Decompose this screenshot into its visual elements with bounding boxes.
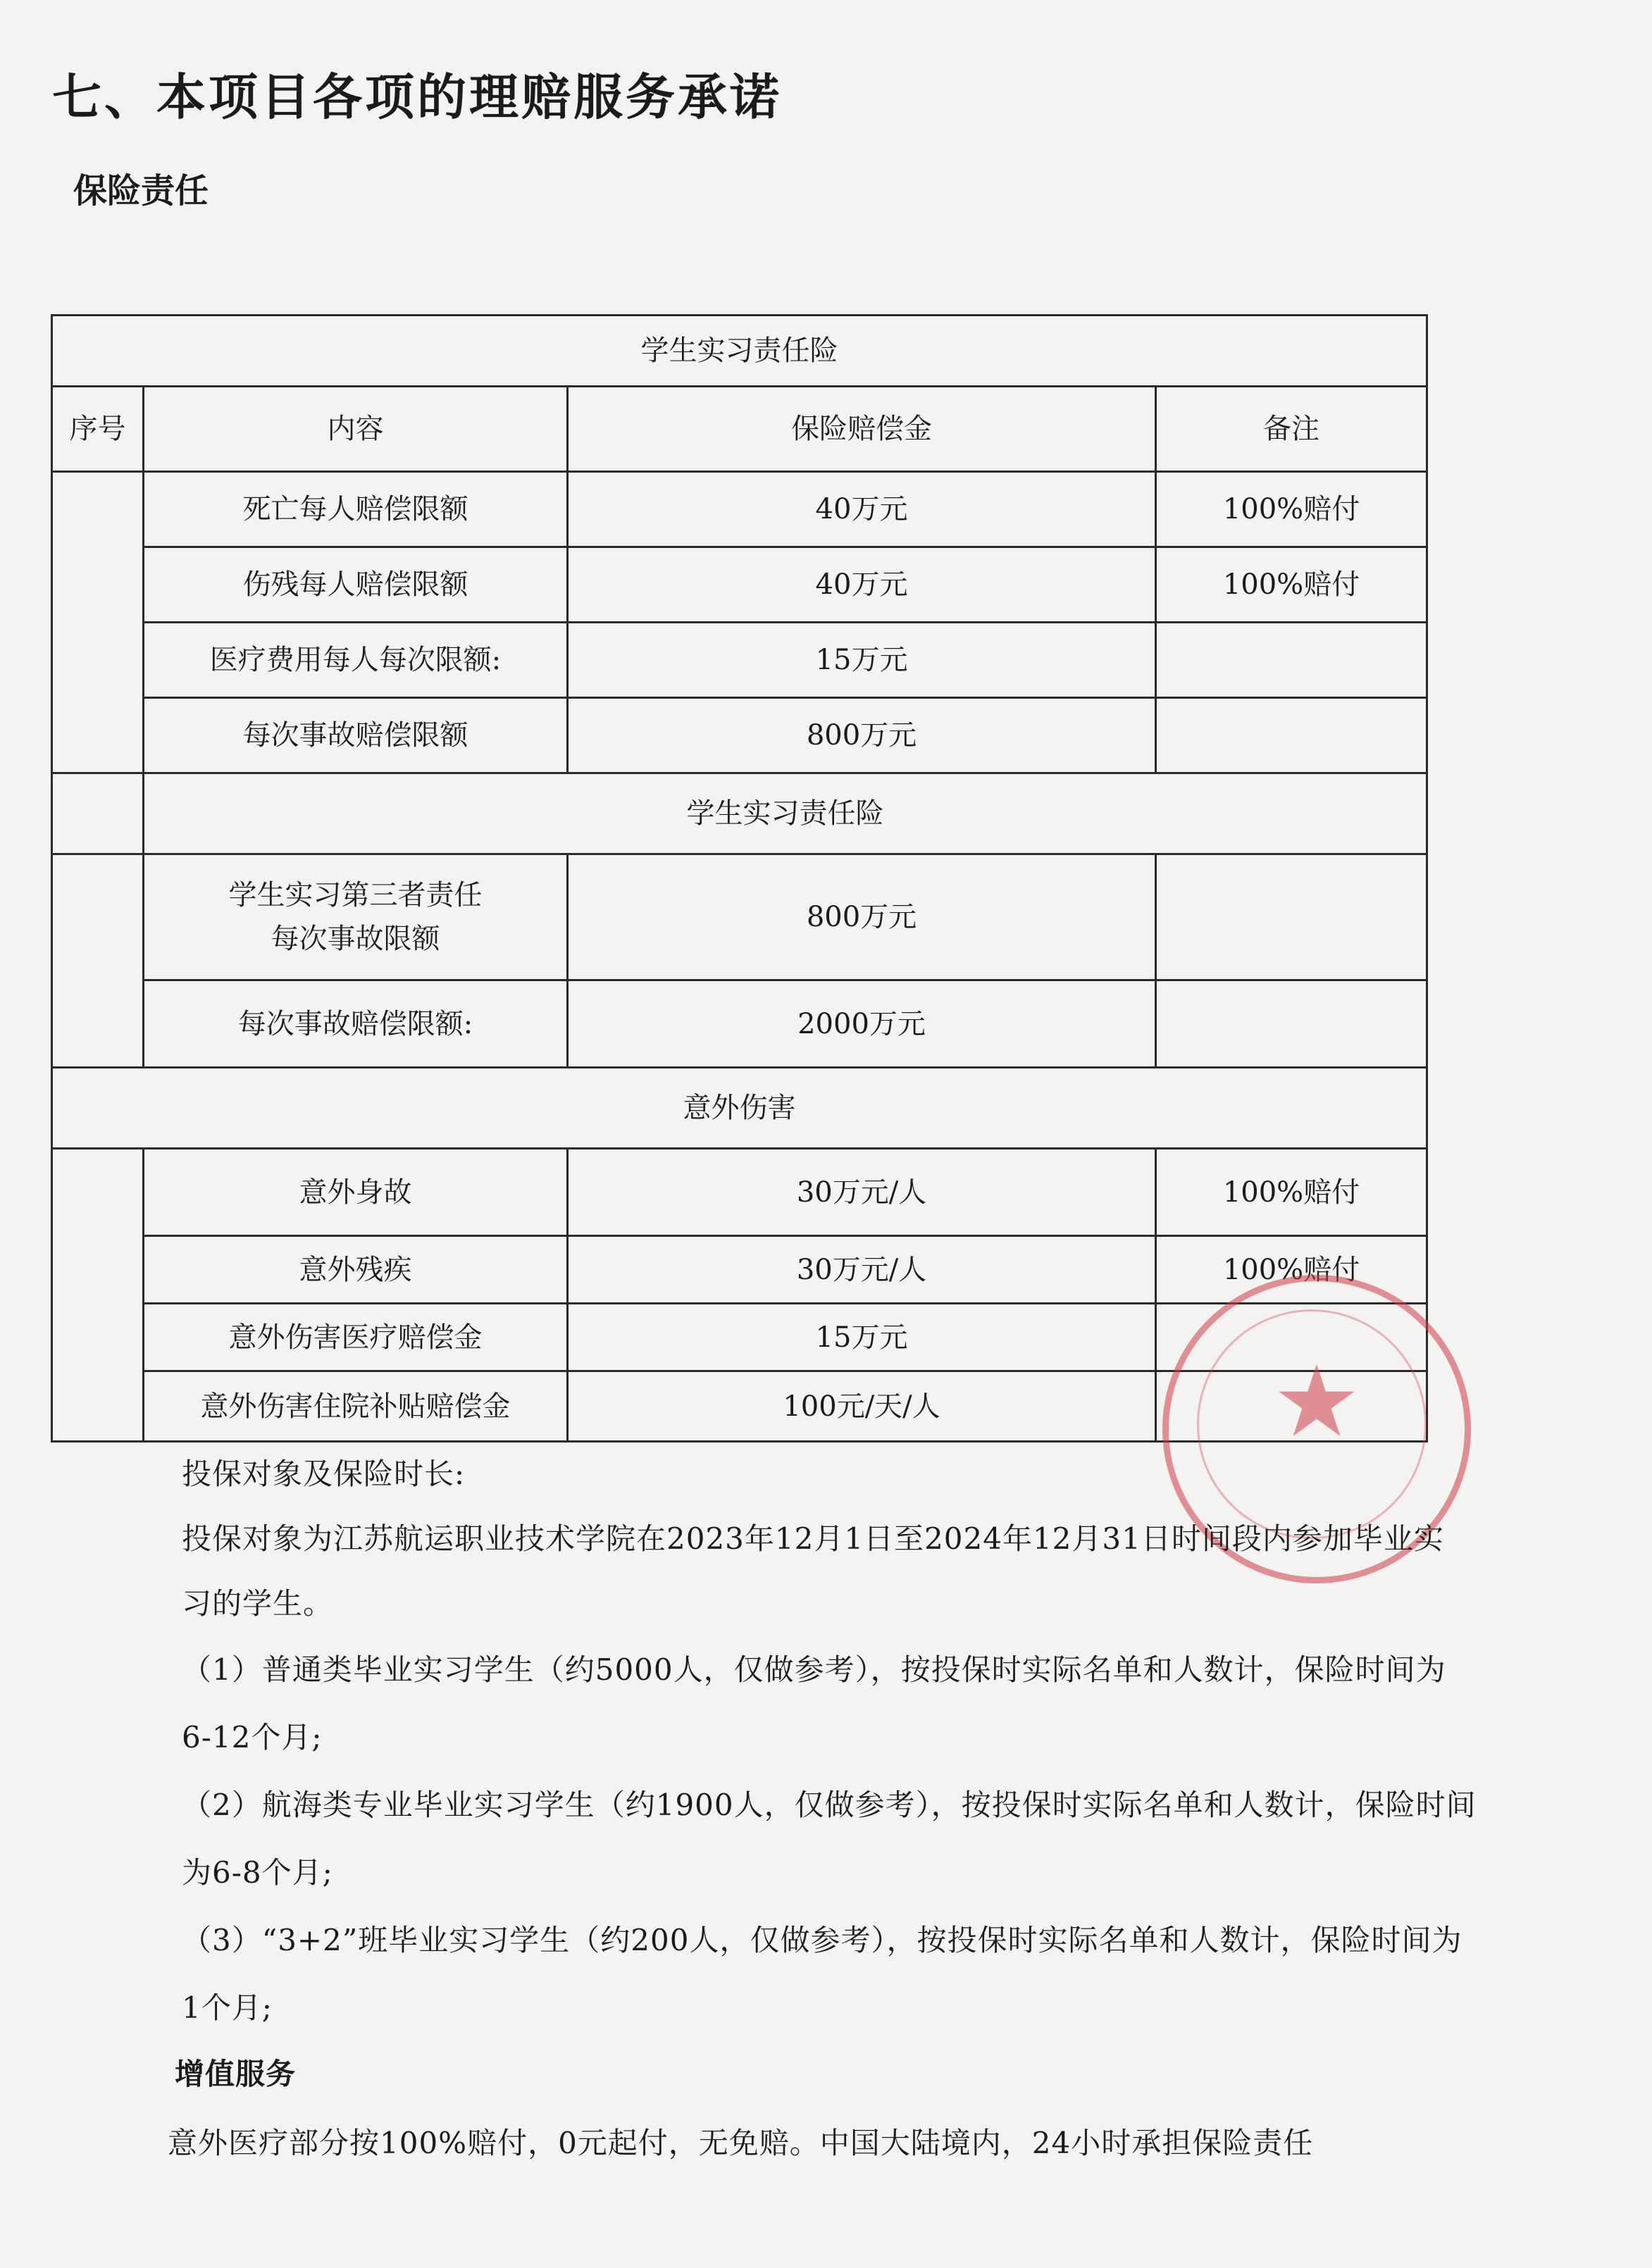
remark-cell xyxy=(1156,698,1427,773)
object-title: 投保对象及保险时长: xyxy=(182,1457,466,1491)
content-cell: 医疗费用每人每次限额: xyxy=(144,623,568,698)
remark-cell xyxy=(1156,623,1427,698)
header-no: 序号 xyxy=(52,387,144,472)
subsection-heading: 保险责任 xyxy=(73,171,209,211)
item-line: （2）航海类专业毕业实习学生（约1900人，仅做参考），按投保时实际名单和人数计，保险时间 xyxy=(182,1788,1477,1822)
content-cell: 死亡每人赔偿限额 xyxy=(144,472,568,547)
content-cell: 意外伤害住院补贴赔偿金 xyxy=(144,1371,568,1442)
no-cell xyxy=(52,773,144,854)
amount-cell: 800万元 xyxy=(568,854,1156,980)
amount-cell: 2000万元 xyxy=(568,980,1156,1068)
table-row xyxy=(52,623,1427,698)
section-heading: 七、本项目各项的理赔服务承诺 xyxy=(52,68,782,126)
remark-cell: 100%赔付 xyxy=(1156,1149,1427,1236)
amount-cell: 40万元 xyxy=(568,547,1156,623)
no-cell xyxy=(52,1149,144,1442)
section-row xyxy=(52,1068,1427,1149)
content-line: 每次事故限额 xyxy=(271,923,440,955)
amount-cell: 15万元 xyxy=(568,623,1156,698)
seal-star-icon: ★ xyxy=(1272,1345,1361,1459)
table-row xyxy=(52,980,1427,1068)
item-line: 6-12个月; xyxy=(182,1720,323,1755)
header-remark: 备注 xyxy=(1156,387,1427,472)
amount-cell: 40万元 xyxy=(568,472,1156,547)
content-cell: 意外身故 xyxy=(144,1149,568,1236)
remark-cell xyxy=(1156,980,1427,1068)
remark-cell: 100%赔付 xyxy=(1156,1236,1427,1304)
content-cell: 伤残每人赔偿限额 xyxy=(144,547,568,623)
value-title: 增值服务 xyxy=(175,2057,297,2091)
object-line: 习的学生。 xyxy=(182,1586,334,1621)
object-line: 投保对象为江苏航运职业技术学院在2023年12月1日至2024年12月31日时间段内参加毕业实 xyxy=(182,1521,1444,1556)
content-cell: 每次事故赔偿限额: xyxy=(144,980,568,1068)
table-header-row xyxy=(52,387,1427,472)
table-row xyxy=(52,1149,1427,1236)
no-cell xyxy=(52,472,144,773)
amount-cell: 30万元/人 xyxy=(568,1149,1156,1236)
item-line: 为6-8个月; xyxy=(182,1855,333,1890)
insurance-table xyxy=(51,314,1428,1443)
content-cell: 意外残疾 xyxy=(144,1236,568,1304)
amount-cell: 15万元 xyxy=(568,1304,1156,1371)
section-title: 意外伤害 xyxy=(52,1068,1427,1149)
content-cell: 意外伤害医疗赔偿金 xyxy=(144,1304,568,1371)
content-cell xyxy=(144,854,568,980)
remark-cell: 100%赔付 xyxy=(1156,547,1427,623)
content-cell: 每次事故赔偿限额 xyxy=(144,698,568,773)
amount-cell: 800万元 xyxy=(568,698,1156,773)
section-row xyxy=(52,773,1427,854)
content-line: 学生实习第三者责任 xyxy=(228,879,483,911)
section-title: 学生实习责任险 xyxy=(144,773,1427,854)
item-line: 1个月; xyxy=(182,1990,273,2025)
header-amount: 保险赔偿金 xyxy=(568,387,1156,472)
item-line: （3）“3+2”班毕业实习学生（约200人，仅做参考），按投保时实际名单和人数计，保险时间为 xyxy=(182,1923,1462,1957)
table-row xyxy=(52,472,1427,547)
remark-cell xyxy=(1156,854,1427,980)
no-cell xyxy=(52,854,144,1068)
value-line: 意外医疗部分按100%赔付，0元起付，无免赔。中国大陆境内，24小时承担保险责任 xyxy=(168,2126,1314,2160)
table-title: 学生实习责任险 xyxy=(52,316,1427,387)
table-row xyxy=(52,698,1427,773)
table-row xyxy=(52,854,1427,980)
amount-cell: 30万元/人 xyxy=(568,1236,1156,1304)
header-content: 内容 xyxy=(144,387,568,472)
table-row xyxy=(52,1236,1427,1304)
item-line: （1）普通类毕业实习学生（约5000人，仅做参考），按投保时实际名单和人数计，保险时间为 xyxy=(182,1652,1446,1687)
amount-cell: 100元/天/人 xyxy=(568,1371,1156,1442)
table-row xyxy=(52,547,1427,623)
table-title-row xyxy=(52,316,1427,387)
remark-cell: 100%赔付 xyxy=(1156,472,1427,547)
